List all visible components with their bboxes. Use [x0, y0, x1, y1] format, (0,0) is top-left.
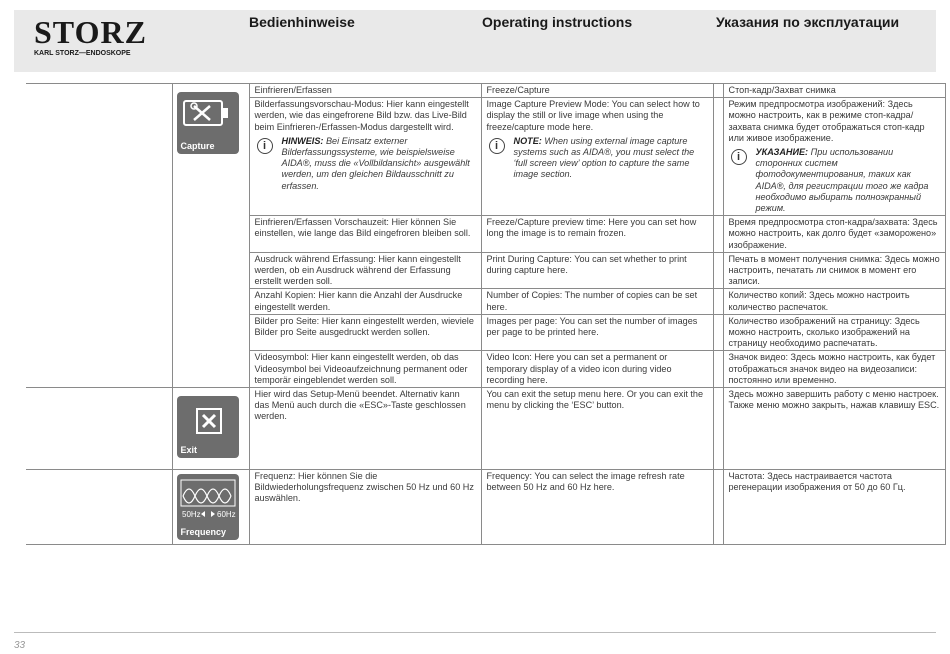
header-russian: Указания по эксплуатации: [716, 14, 900, 30]
cell-en: Frequency: You can select the image refresh rate between 50 Hz and 60 Hz here.: [481, 470, 713, 545]
exit-tile-cell: [172, 388, 249, 470]
text: Bilderfassungsvorschau-Modus: Hier kann eingestellt werden, wie das eingefrorene Bild bzw. das Live-Bild beim Einfrieren-/Erfassen-Modus dargestellt wird.: [254, 99, 469, 132]
cell-en: Freeze/Capture preview time: Here you can set how long the image is to remain frozen.: [481, 216, 713, 253]
note-ru: [729, 147, 941, 214]
logo-wordmark: STORZ: [34, 14, 147, 50]
info-icon: i: [731, 149, 747, 165]
cell-de: Videosymbol: Hier kann eingestellt werden, ob das Videosymbol bei Videoaufzeichnung permanent oder temporär eingeblendet werden soll.: [249, 351, 481, 388]
cell-de: Einfrieren/Erfassen: [249, 84, 481, 98]
cell-ru: Время предпросмотра стоп-кадра/захвата: Здесь можно настроить, как долго будет «заморожено» изображение.: [723, 216, 945, 253]
note-text: При использовании сторонних систем фотодокументирования, таких как AIDA®, для регистрации того же кадра необходимо выбирать полноэкранный режим.: [755, 147, 929, 214]
cell-ru: [723, 98, 945, 216]
cell-en: Print During Capture: You can set whether to print during capture here.: [481, 252, 713, 289]
exit-row-blank: [26, 388, 172, 470]
page-number: 33: [14, 640, 26, 651]
frequency-tile: [177, 474, 239, 540]
cell-en: Number of Copies: The number of copies can be set here.: [481, 289, 713, 314]
cell-de: Frequenz: Hier können Sie die Bildwiederholungsfrequenz zwischen 50 Hz und 60 Hz auswählen.: [249, 470, 481, 545]
frequency-row-blank: [26, 470, 172, 545]
cell-ru: Количество изображений на страницу: Здесь можно настроить, сколько изображений на страницу необходимо распечатать.: [723, 314, 945, 351]
frequency-label: Frequency: [180, 526, 227, 537]
table-row: [26, 84, 945, 98]
cell-ru: Количество копий: Здесь можно настроить количество распечаток.: [723, 289, 945, 314]
capture-tile-cell: [172, 84, 249, 388]
table-row: [26, 388, 945, 470]
cell-de: Ausdruck während Erfassung: Hier kann eingestellt werden, ob ein Ausdruck während der Erfassung erstellt werden soll.: [249, 252, 481, 289]
cell-de: Bilder pro Seite: Hier kann eingestellt werden, wieviele Bilder pro Seite ausgedruckt werden sollen.: [249, 314, 481, 351]
exit-label: Exit: [180, 444, 198, 455]
cell-de: Einfrieren/Erfassen Vorschauzeit: Hier können Sie einstellen, wie lange das Bild eingefroren bleiben soll.: [249, 216, 481, 253]
cell-ru: Значок видео: Здесь можно настроить, как будет отображаться значок видео на видеозаписи: постоянно или временно.: [723, 351, 945, 388]
cell-ru: Стоп-кадр/Захват снимка: [723, 84, 945, 98]
note-en: [487, 136, 709, 181]
logo-subtitle: KARL STORZ—ENDOSKOPE: [34, 50, 131, 57]
table-row: [26, 470, 945, 545]
cell-de: [249, 98, 481, 216]
freq-left: 50Hz: [181, 510, 201, 520]
cell-ru: Частота: Здесь настраивается частота регенерации изображения от 50 до 60 Гц.: [723, 470, 945, 545]
header-english: Operating instructions: [482, 14, 633, 30]
capture-row-blank: [26, 84, 172, 388]
footer-rule: [14, 632, 936, 633]
cell-en: Video Icon: Here you can set a permanent or temporary display of a video icon during video recording here.: [481, 351, 713, 388]
capture-tile: [177, 92, 239, 154]
exit-tile: [177, 396, 239, 458]
frequency-tile-cell: [172, 470, 249, 545]
cell-en: [481, 98, 713, 216]
freq-right: 60Hz: [216, 510, 236, 520]
page-header: [14, 10, 936, 72]
cell-en: You can exit the setup menu here. Or you can exit the menu by clicking the ‘ESC’ button.: [481, 388, 713, 470]
cell-en: Freeze/Capture: [481, 84, 713, 98]
info-icon: i: [257, 138, 273, 154]
header-german: Bedienhinweise: [249, 14, 355, 30]
cell-de: Hier wird das Setup-Menü beendet. Alternativ kann das Menü auch durch die «ESC»-Taste geschlossen werden.: [249, 388, 481, 470]
note-text: Bei Einsatz externer Bilderfassungssysteme, wie beispielsweise AIDA®, muss die «Vollbildansicht» ausgewählt werden, um den gleichen Bildausschnitt zu erfassen.: [281, 135, 470, 191]
cell-en: Images per page: You can set the number of images per page to be printed here.: [481, 314, 713, 351]
storz-logo: [34, 16, 174, 57]
note-label: УКАЗАНИЕ:: [755, 147, 809, 158]
note-de: [255, 136, 477, 192]
note-label: NOTE:: [513, 135, 542, 146]
text: Режим предпросмотра изображений: Здесь можно настроить, как в режиме стоп-кадра/захвата снимка будет отображаться стоп-кадр или живое изображение.: [728, 99, 925, 143]
note-text: When using external image capture systems such as AIDA®, you must select the ‘full screen view’ option to capture the same image section.: [513, 135, 695, 180]
text: Image Capture Preview Mode: You can select how to display the still or live image when using the freeze/capture mode here.: [486, 99, 700, 132]
cell-ru: Здесь можно завершить работу с меню настроек. Также меню можно закрыть, нажав клавишу ESC.: [723, 388, 945, 470]
cell-de: Anzahl Kopien: Hier kann die Anzahl der Ausdrucke eingestellt werden.: [249, 289, 481, 314]
note-label: HINWEIS:: [281, 135, 324, 146]
capture-label: Capture: [180, 140, 215, 151]
info-icon: i: [489, 138, 505, 154]
cell-ru: Печать в момент получения снимка: Здесь можно настроить, печатать ли снимок в момент его записи.: [723, 252, 945, 289]
instructions-table: [26, 83, 946, 545]
